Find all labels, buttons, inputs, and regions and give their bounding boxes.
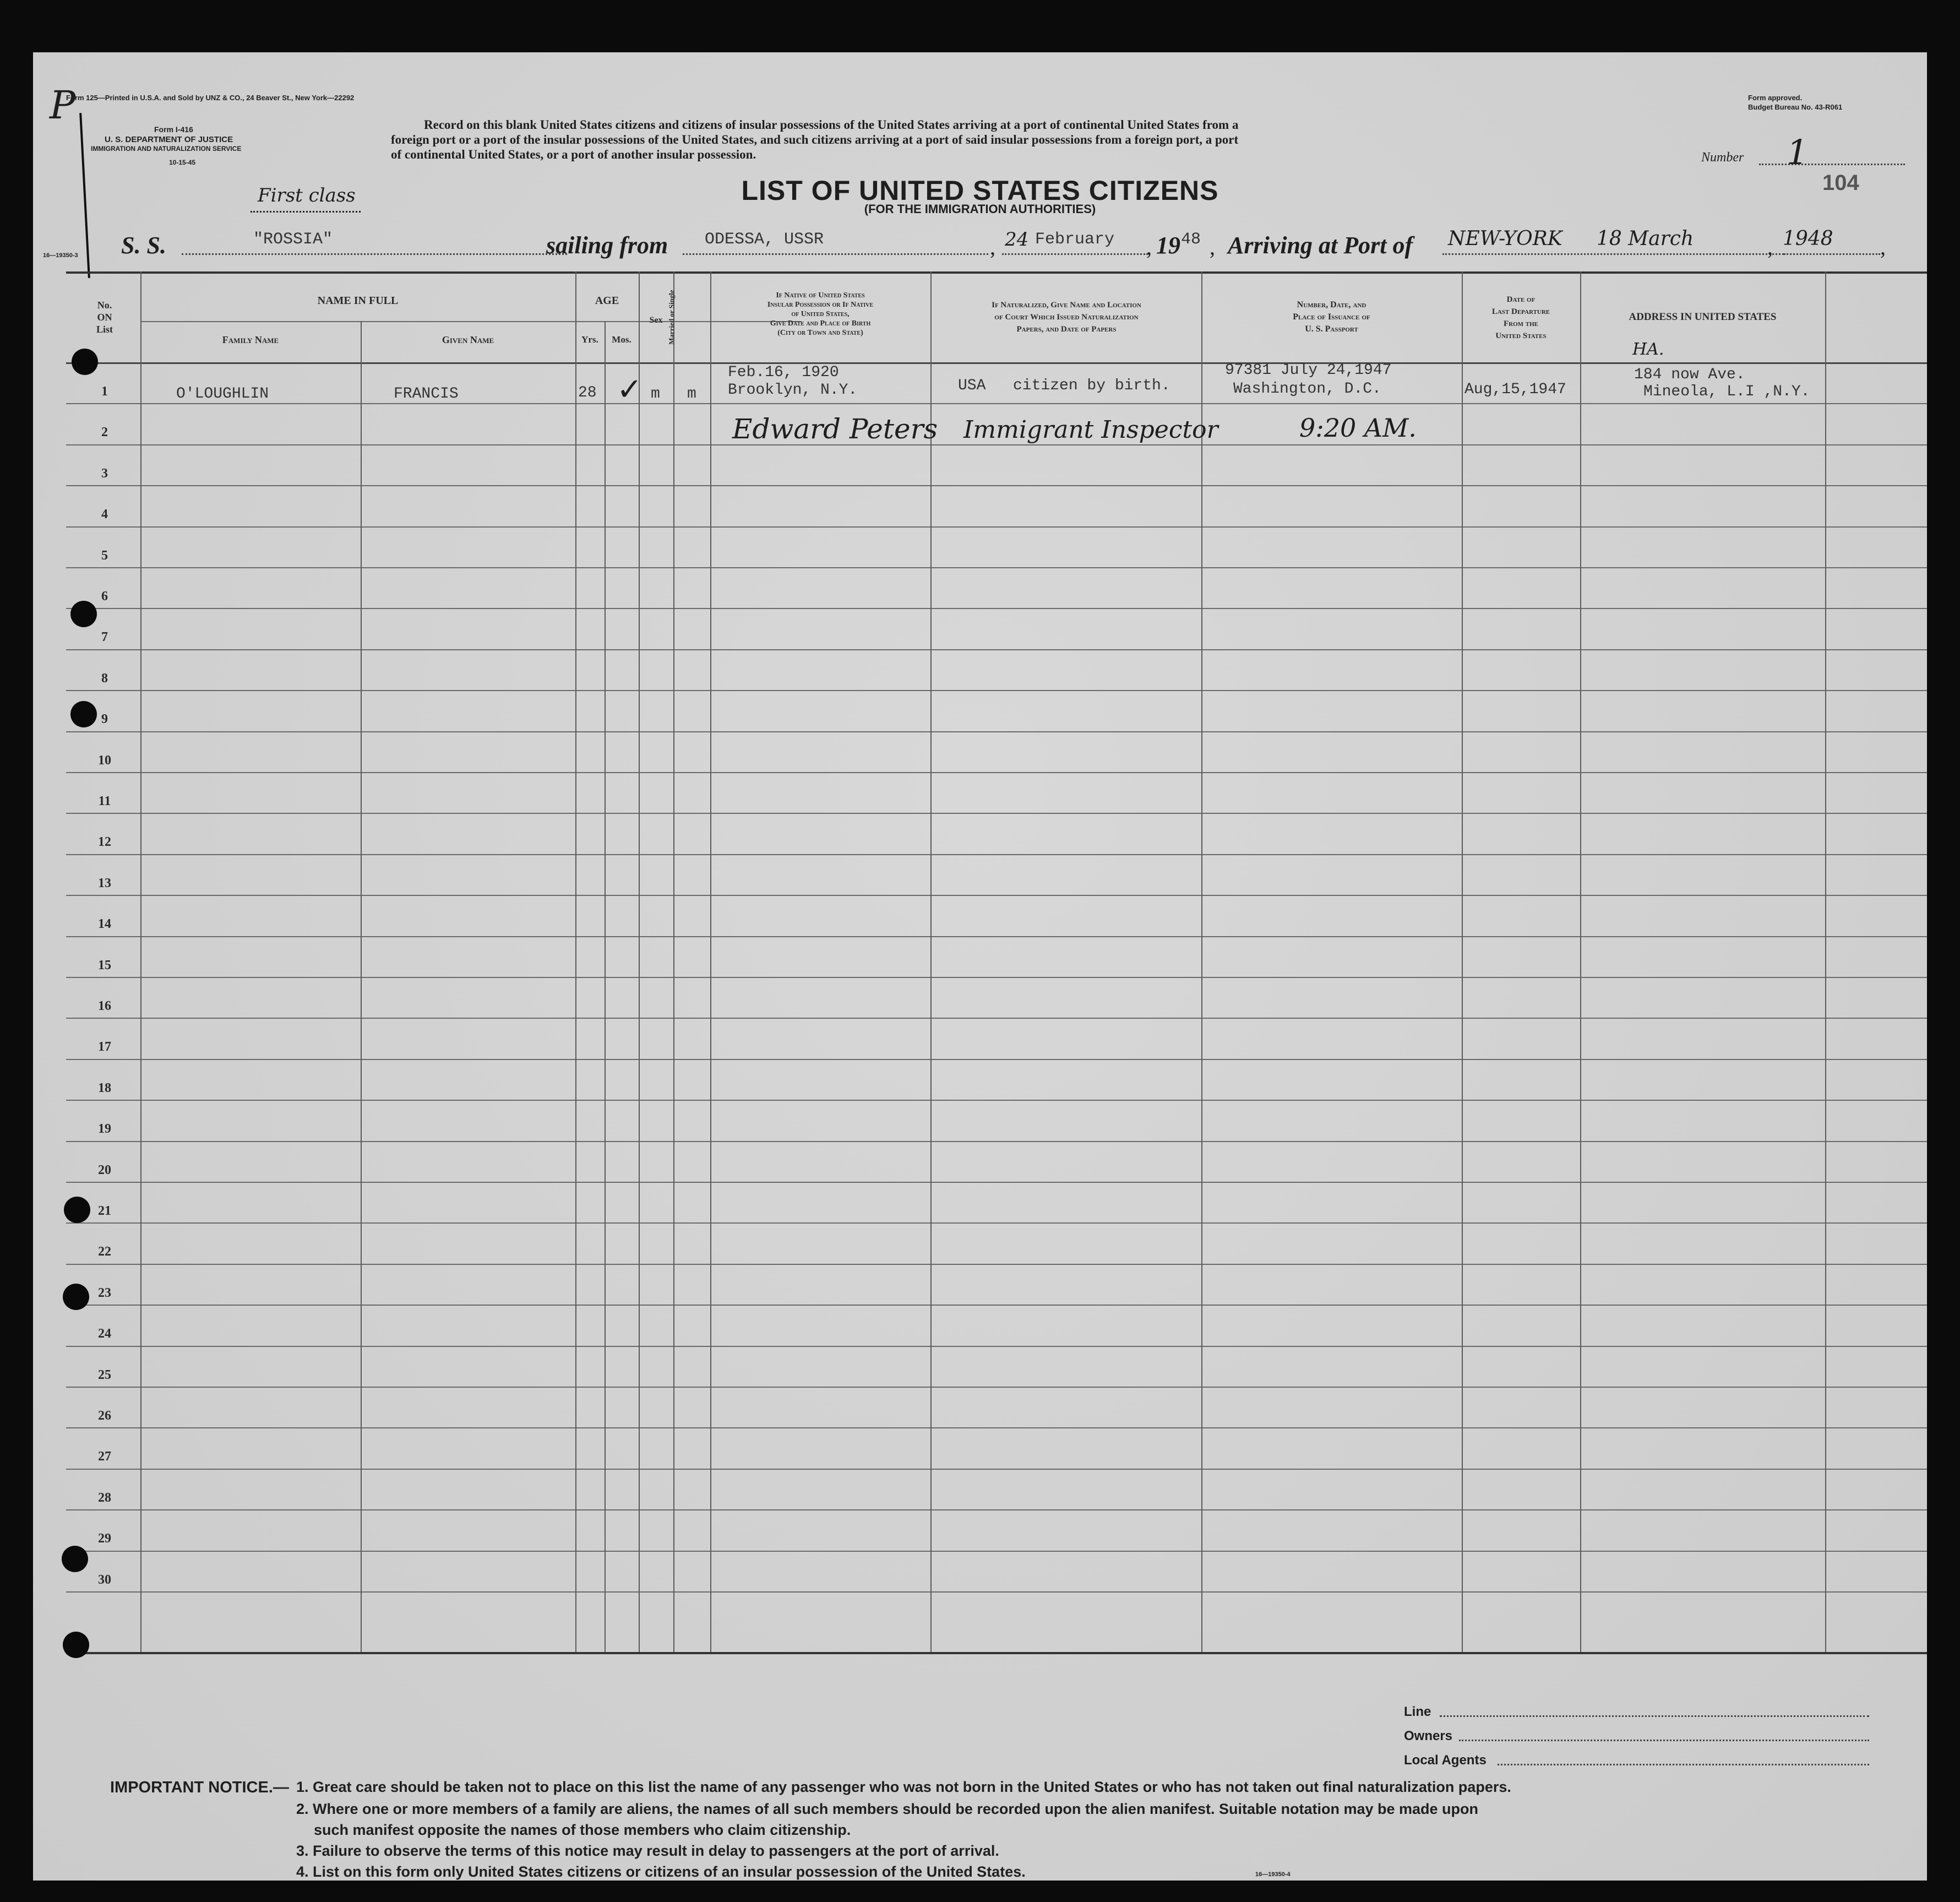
passenger-table xyxy=(33,52,1927,1881)
header-no-on-list: No. ON List xyxy=(96,300,113,335)
row-line xyxy=(66,854,1927,855)
passport-place: Washington, D.C. xyxy=(1233,381,1381,398)
form-number: Form I-416 xyxy=(154,125,193,134)
passport-number-date: 97381 July 24,1947 xyxy=(1225,362,1392,379)
row-number: 3 xyxy=(101,466,108,481)
notice-item-3: 3. Failure to observe the terms of this notice may result in delay to passengers at the port of arrival. xyxy=(296,1843,999,1859)
address-line-2: Mineola, L.I ,N.Y. xyxy=(1643,383,1810,400)
header-last-departure: Date of Last Departure From the United States xyxy=(1491,295,1550,340)
row-line xyxy=(66,608,1927,609)
owners-label: Owners xyxy=(1404,1729,1453,1743)
row-line xyxy=(66,1059,1927,1060)
row-line xyxy=(66,977,1927,978)
notice-heading: IMPORTANT NOTICE.— xyxy=(110,1779,289,1796)
row-number: 10 xyxy=(98,753,111,768)
header-passport: Number, Date, and Place of Issuance of U. S. Passport xyxy=(1293,300,1370,334)
number-value: 1 xyxy=(1787,132,1809,172)
binder-hole xyxy=(70,601,97,627)
birth-place: Brooklyn, N.Y. xyxy=(728,382,858,399)
row-line xyxy=(66,1509,1927,1510)
header-given-name: Given Name xyxy=(442,334,494,345)
row-number: 18 xyxy=(98,1080,111,1095)
instruction-line: Record on this blank United States citizens and citizens of insular possessions of the United States arriving at a port of continental United States from a xyxy=(424,118,1239,132)
header-mos: Mos. xyxy=(612,334,631,345)
row-number: 9 xyxy=(101,712,108,727)
row-number: 28 xyxy=(98,1490,111,1505)
inspection-time: 9:20 AM. xyxy=(1299,413,1417,443)
row-number: 20 xyxy=(98,1162,111,1177)
row-number: 8 xyxy=(101,671,108,686)
header-sex: Sex xyxy=(649,316,663,325)
row-line xyxy=(66,731,1927,732)
page-subtitle: (FOR THE IMMIGRATION AUTHORITIES) xyxy=(864,202,1096,216)
row-line xyxy=(66,1346,1927,1347)
header-name-in-full: NAME IN FULL xyxy=(317,295,399,307)
row-line xyxy=(66,895,1927,896)
sailing-label: sailing from xyxy=(546,232,668,259)
row-line xyxy=(66,1100,1927,1101)
arrival-port: NEW-YORK xyxy=(1448,227,1562,250)
row-number: 7 xyxy=(101,630,108,645)
age-check-mark: ✓ xyxy=(617,372,643,407)
inspector-title: Immigrant Inspector xyxy=(963,416,1218,444)
form-approved: Form approved. xyxy=(1748,94,1803,102)
side-code: 16—19350-3 xyxy=(43,252,78,259)
header-married-single: Married or Single xyxy=(667,290,676,345)
row-line xyxy=(66,772,1927,773)
row-number: 25 xyxy=(98,1367,111,1382)
ss-label: S. S. xyxy=(121,232,166,259)
row-number: 29 xyxy=(98,1531,111,1546)
binder-hole xyxy=(70,701,97,727)
row-number: 17 xyxy=(98,1040,111,1055)
row-number: 24 xyxy=(98,1327,111,1341)
row-number: 22 xyxy=(98,1245,111,1259)
row-line xyxy=(66,1591,1927,1593)
row-line xyxy=(66,1264,1927,1265)
local-agents-label: Local Agents xyxy=(1404,1753,1487,1768)
last-departure-date: Aug,15,1947 xyxy=(1464,381,1566,398)
sail-day: 24 xyxy=(1005,229,1029,251)
arrival-date: 18 March xyxy=(1597,227,1694,250)
class-note: First class xyxy=(258,184,356,206)
line-label: Line xyxy=(1404,1704,1431,1719)
row-number: 30 xyxy=(98,1572,111,1587)
row-line xyxy=(66,1387,1927,1388)
passenger-given-name: FRANCIS xyxy=(394,385,459,403)
row-number: 4 xyxy=(101,507,108,522)
sail-year-prefix: 19 xyxy=(1156,232,1180,259)
service: IMMIGRATION AND NATURALIZATION SERVICE xyxy=(91,145,242,153)
row-number: 27 xyxy=(98,1449,111,1464)
row-line xyxy=(66,403,1927,404)
row-number: 16 xyxy=(98,999,111,1013)
row-line xyxy=(66,1222,1927,1224)
binder-hole xyxy=(72,349,98,375)
binder-hole xyxy=(62,1546,88,1572)
birth-date: Feb.16, 1920 xyxy=(728,364,839,381)
address-line-1: 184 now Ave. xyxy=(1634,366,1745,383)
row-line xyxy=(66,1469,1927,1470)
row-line xyxy=(66,1141,1927,1142)
number-label: Number xyxy=(1701,150,1744,165)
printer-line: Form 125—Printed in U.S.A. and Sold by UNZ & CO., 24 Beaver St., New York—22292 xyxy=(66,94,355,102)
row-line xyxy=(66,1551,1927,1552)
row-number: 1 xyxy=(101,384,108,399)
naturalization-country: USA xyxy=(958,377,986,394)
header-family-name: Family Name xyxy=(222,334,279,345)
row-number: 15 xyxy=(98,958,111,972)
naturalization-note: citizen by birth. xyxy=(1013,377,1170,394)
notice-item-2-cont: such manifest opposite the names of those members who claim citizenship. xyxy=(314,1822,851,1838)
row-line xyxy=(66,1182,1927,1183)
row-number: 13 xyxy=(98,876,111,890)
passenger-family-name: O'LOUGHLIN xyxy=(176,385,269,403)
notice-item-1: 1. Great care should be taken not to place on this list the name of any passenger who was not born in the United States or who has not taken out final naturalization papers. xyxy=(296,1779,1511,1795)
inspector-signature: Edward Peters xyxy=(732,413,938,445)
from-port: ODESSA, USSR xyxy=(705,230,824,249)
binder-hole xyxy=(63,1632,89,1658)
form-date: 10-15-45 xyxy=(169,159,196,166)
row-line xyxy=(66,690,1927,691)
row-number: 19 xyxy=(98,1122,111,1137)
row-line xyxy=(66,813,1927,814)
row-line xyxy=(66,649,1927,650)
row-number: 23 xyxy=(98,1285,111,1300)
instruction-line: foreign port or a port of the insular possessions of the United States, and such citizens arriving at a port of said insular possessions from a foreign port, a port xyxy=(391,133,1239,146)
header-native: If Native of United States Insular Possession or If Native of United States, Give Date and Place of Birth (City or Town and State) xyxy=(767,291,874,337)
arrival-year: 1948 xyxy=(1783,227,1833,250)
row-number: 26 xyxy=(98,1409,111,1423)
row-number: 6 xyxy=(101,589,108,604)
sail-month: February xyxy=(1035,230,1115,249)
passenger-marital: m xyxy=(687,385,696,403)
row-line xyxy=(66,567,1927,568)
row-number: 5 xyxy=(101,548,108,563)
binder-hole xyxy=(63,1284,89,1310)
notice-item-4: 4. List on this form only United States citizens or citizens of an insular possession of the United States. xyxy=(296,1863,1026,1880)
row-number: 11 xyxy=(98,794,111,808)
ship-name: "ROSSIA" xyxy=(253,230,333,249)
corner-mark: P xyxy=(50,83,76,128)
address-note: HA. xyxy=(1632,340,1664,359)
page-title: LIST OF UNITED STATES CITIZENS xyxy=(741,175,1219,206)
stamp-number: 104 xyxy=(1822,171,1859,195)
sail-year-suffix: 48 xyxy=(1181,230,1201,249)
arriving-label: Arriving at Port of xyxy=(1228,232,1413,259)
row-line xyxy=(66,526,1927,528)
row-number: 14 xyxy=(98,917,111,932)
row-number: 12 xyxy=(98,835,111,850)
row-number: 2 xyxy=(101,425,108,440)
passenger-sex: m xyxy=(651,385,660,403)
form-sheet: Form 125—Printed in U.S.A. and Sold by UNZ & CO., 24 Beaver St., New York—22292 P Form I-416 U. S. DEPARTMENT OF JUSTICE IMMIGRATION AND NATURALIZATION SERVICE 10-15-45 Form approved. Budget Bureau No. 43-R061 Record on this blank United States citizens and citizens of insular possessions of the United States arriving at a port of continental United States from a foreign port or a port of the insular possessions of the United States, and such citizens arriving at a port of said insular possessions from a foreign port, a port of continental United States, or a port of another insular possession. Number 1 104 LIST OF UNITED STATES CITIZENS (FOR THE IMMIGRATION AUTHORITIES) First class S. S. "ROSSIA" sailing from ODESSA, USSR , 24 February , 19 48 , Arriving at Port of NEW-YORK 18 March , 1948 , 16—19350-3 No. ON List NAME IN FULL Family Name Given Name AGE Yrs. Mos. Sex Married or Single If Native of United States Insular Possession or If Native of United States, Give Date and Place of Birth (City or Town and State) If Naturalized, Give Name and Location of Court Which Issued Naturalization Papers, and Date of Papers Number, Date, and Place of Issuance of U. S. Passport Date of Last Departure From the United States ADDRESS IN UNITED STATES 1 2 3 4 5 6 7 8 9 10 11 12 13 14 15 16 17 18 19 20 21 22 23 24 25 26 27 28 29 30 O'LOUGHLIN FRANCIS 28 ✓ m m Feb.16, 1920 Brooklyn, N.Y. USA citizen by birth. 97381 July 24,1947 Washington, D.C. Aug,15,1947 HA. 184 now Ave. Mineola, L.I ,N.Y. Edward Peters Immigrant Inspector 9:20 AM. Line Owners Local Agents IMPORTANT NOTICE.— 1. Great care should be taken not to place on this list the name of any passenger who was not born in the United States or who has not taken out final naturalization papers. 2. Where one or more members of a family are aliens, the names of all such members should be recorded upon the alien manifest. Suitable notation may be made upon such manifest opposite the names of those members who claim citizenship. 3. Failure to observe the terms of this notice may result in delay to passengers at the port of arrival. 4. List on this form only United States citizens or citizens of an insular possession of the United States. 16—19350-4 xyxy=(33,52,1927,1881)
row-number: 21 xyxy=(98,1204,111,1218)
binder-hole xyxy=(64,1197,90,1223)
header-naturalized: If Naturalized, Give Name and Location of Court Which Issued Naturalization Papers, and Date of Papers xyxy=(992,301,1141,334)
row-line xyxy=(66,444,1927,445)
instruction-line: of continental United States, or a port of another insular possession. xyxy=(391,148,756,161)
notice-item-2: 2. Where one or more members of a family are aliens, the names of all such members should be recorded upon the alien manifest. Suitable notation may be made upon xyxy=(296,1801,1479,1817)
passenger-age-yrs: 28 xyxy=(578,384,597,401)
header-age: AGE xyxy=(595,295,619,307)
bottom-code: 16—19350-4 xyxy=(1255,1871,1291,1878)
row-line xyxy=(66,485,1927,486)
budget-number: Budget Bureau No. 43-R061 xyxy=(1748,103,1843,111)
row-line xyxy=(66,936,1927,937)
row-line xyxy=(66,1018,1927,1019)
header-address: ADDRESS IN UNITED STATES xyxy=(1629,311,1777,323)
header-yrs: Yrs. xyxy=(581,334,598,345)
row-line xyxy=(66,1305,1927,1306)
department: U. S. DEPARTMENT OF JUSTICE xyxy=(105,135,233,144)
row-line xyxy=(66,1427,1927,1428)
